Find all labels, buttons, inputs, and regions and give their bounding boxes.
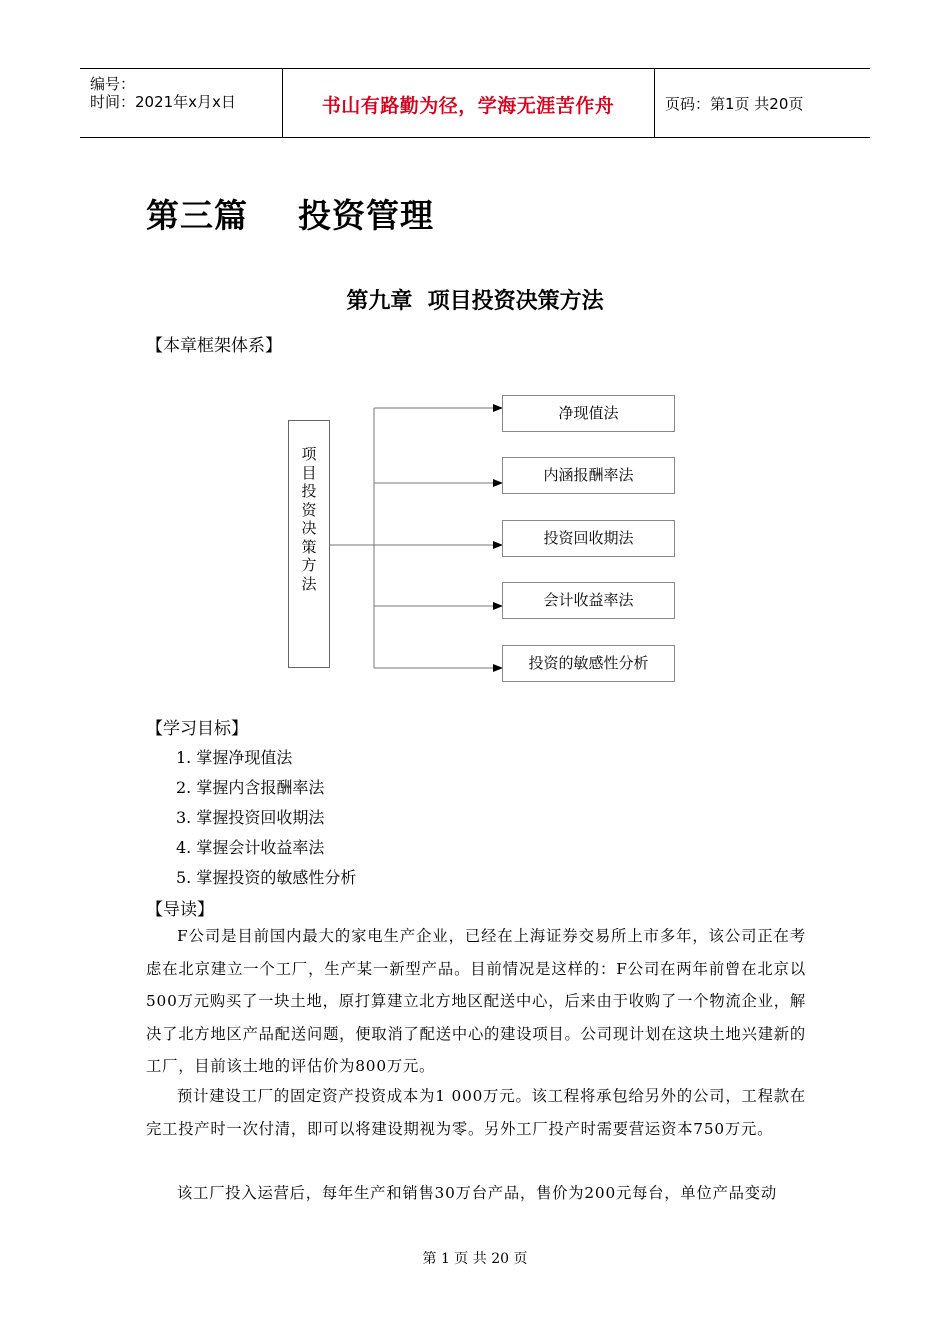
header-page-number: 页码：第1页 共20页 <box>665 95 804 113</box>
header-motto: 书山有路勤为径，学海无涯苦作舟 <box>321 95 615 117</box>
diagram-root-char: 资 <box>301 500 317 519</box>
diagram-root-char: 法 <box>301 574 317 593</box>
diagram-root-char: 投 <box>301 482 317 500</box>
goal-item: 5. 掌握投资的敏感性分析 <box>176 868 357 887</box>
diagram-root-label <box>289 445 329 593</box>
diagram-branch-sensitivity: 投资的敏感性分析 <box>502 645 675 682</box>
document-number-label: 编号： <box>90 75 136 93</box>
diagram-root-box <box>288 420 330 668</box>
goals-heading: 【学习目标】 <box>146 719 248 739</box>
reading-heading: 【导读】 <box>146 900 214 920</box>
diagram-root-char: 目 <box>301 463 317 482</box>
diagram-branch-npv: 净现值法 <box>502 395 675 432</box>
goal-item: 1. 掌握净现值法 <box>176 748 293 767</box>
reading-paragraph-1: F公司是目前国内最大的家电生产企业，已经在上海证券交易所上市多年，该公司正在考虑在北京建立一个工厂，生产某一新型产品。目前情况是这样的：F公司在两年前曾在北京以500万元购买了一块土地，原打算建立北方地区配送中心，后来由于收购了一个物流企业，解决了北方地区产品配送问题，便取消了配送中心的建设项目。公司现计划在这块土地兴建新的工厂，目前该土地的评估价为800万元。 <box>146 927 806 1075</box>
diagram-branch-payback: 投资回收期法 <box>502 520 675 557</box>
goal-item: 3. 掌握投资回收期法 <box>176 808 325 827</box>
goal-item: 2. 掌握内含报酬率法 <box>176 778 325 797</box>
diagram-root-char: 策 <box>301 537 317 556</box>
framework-heading: 【本章框架体系】 <box>146 336 282 356</box>
header-motto-cell <box>282 69 655 137</box>
header-info-cell <box>80 69 283 137</box>
reading-paragraph-3: 该工厂投入运营后，每年生产和销售30万台产品，售价为200元每台，单位产品变动 <box>177 1184 777 1202</box>
page-footer: 第 1 页 共 20 页 <box>422 1251 528 1267</box>
goal-item: 4. 掌握会计收益率法 <box>176 838 325 857</box>
document-time-label: 时间：2021年x月x日 <box>90 93 236 111</box>
reading-paragraph-2: 预计建设工厂的固定资产投资成本为1 000万元。该工程将承包给另外的公司，工程款在完工投产时一次付清，即可以将建设期视为零。另外工厂投产时需要营运资本750万元。 <box>146 1087 806 1138</box>
diagram-branch-irr: 内涵报酬率法 <box>502 457 675 494</box>
diagram-root-char: 决 <box>301 519 317 537</box>
diagram-root-char: 项 <box>301 445 317 463</box>
chapter-title: 第九章 项目投资决策方法 <box>346 289 604 314</box>
document-header <box>80 68 870 138</box>
header-page-cell <box>655 69 870 137</box>
part-title: 第三篇 投资管理 <box>146 196 434 235</box>
diagram-root-char: 方 <box>301 556 317 574</box>
diagram-branch-arr: 会计收益率法 <box>502 582 675 619</box>
